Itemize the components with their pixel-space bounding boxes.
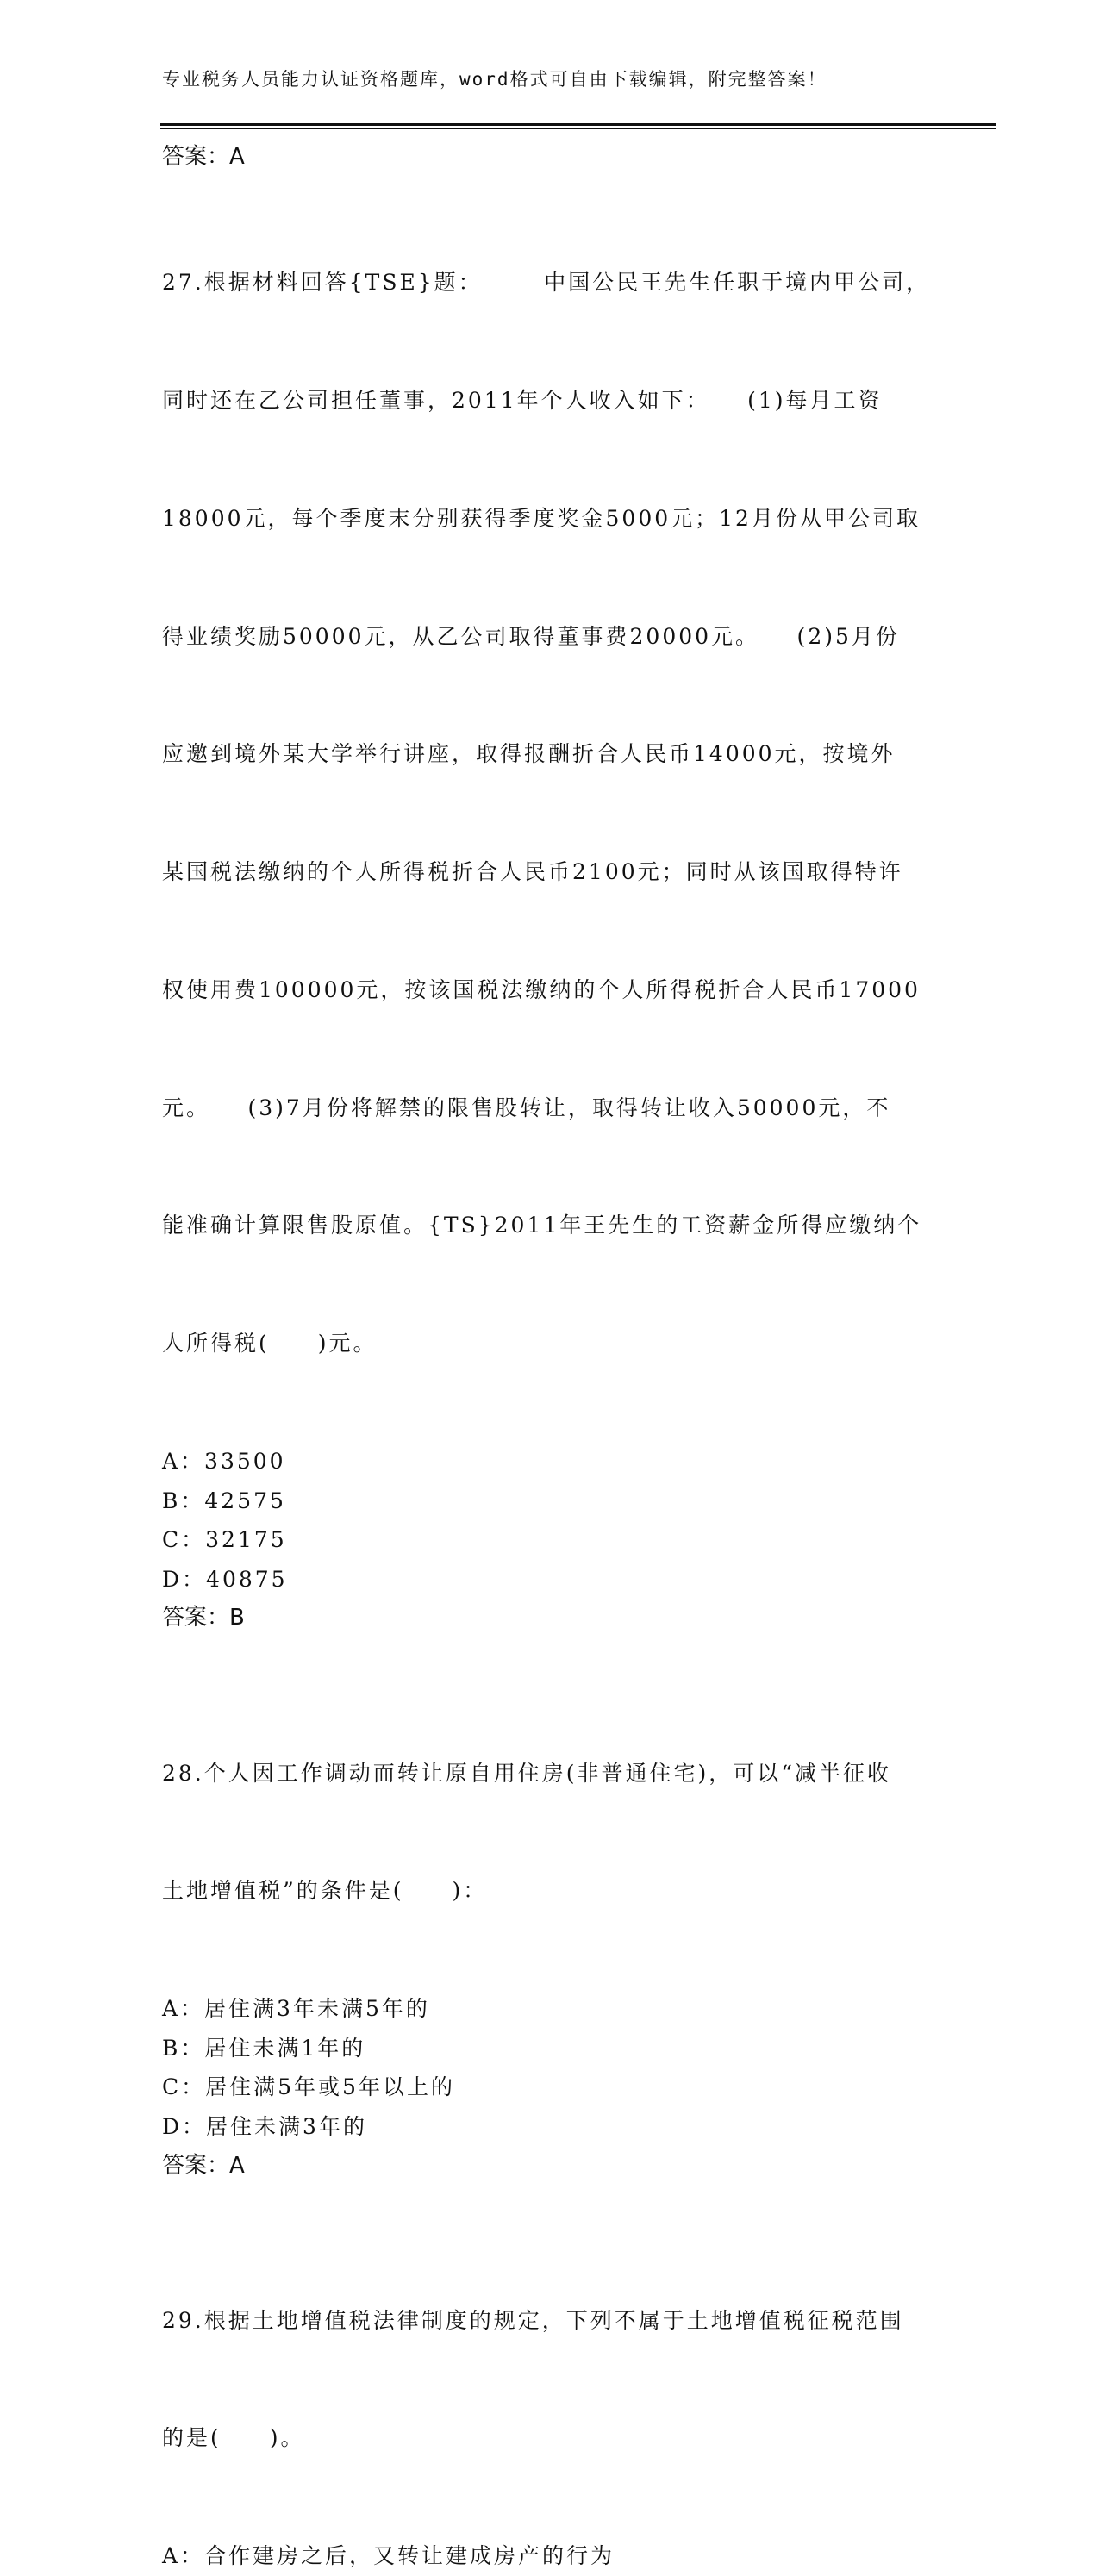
stem-line: 元。 (3)7月份将解禁的限售股转让，取得转让收入50000元，不 [162,1095,891,1120]
question-stem [162,1675,938,1989]
stem-line: 得业绩奖励50000元，从乙公司取得董事费20000元。 (2)5月份 [162,623,900,649]
option-c: C：居住满5年或5年以上的 [162,2074,455,2100]
option-b: B：居住未满1年的 [162,2035,366,2061]
stem-line: 同时还在乙公司担任董事，2011年个人收入如下： (1)每月工资 [162,387,883,413]
stem-line: 应邀到境外某大学举行讲座，取得报酬折合人民币14000元，按境外 [162,741,896,767]
question-stem [162,184,938,1442]
previous-answer: 答案：A [162,144,245,170]
stem-line: 人所得税( )元。 [162,1331,378,1357]
question-stem [162,2223,938,2537]
option-b: B：42575 [162,1488,286,1513]
option-c: C：32175 [162,1527,287,1553]
answer: 答案：B [162,1605,245,1631]
stem-line: 27.根据材料回答{TSE}题： 中国公民王先生任职于境内甲公司， [162,270,931,296]
stem-line: 28.个人因工作调动而转让原自用住房(非普通住宅)，可以“减半征收 [162,1760,892,1786]
stem-line: 土地增值税”的条件是( )： [162,1878,488,1904]
document-body [162,138,938,2576]
question-28 [162,1675,938,2184]
page-header: 专业税务人员能力认证资格题库，word格式可自由下载编辑，附完整答案！ [162,69,827,90]
stem-line: 29.根据土地增值税法律制度的规定，下列不属于土地增值税征税范围 [162,2307,904,2333]
option-a: A：33500 [162,1449,286,1474]
stem-line: 某国税法缴纳的个人所得税折合人民币2100元；同时从该国取得特许 [162,859,903,885]
question-29 [162,2223,938,2576]
stem-line: 权使用费100000元，按该国税法缴纳的个人所得税折合人民币17000 [162,976,921,1002]
stem-line: 的是( )。 [162,2425,305,2451]
header-rule-thin [160,128,996,129]
option-a: A：合作建房之后，又转让建成房产的行为 [162,2543,615,2569]
option-d: D：居住未满3年的 [162,2113,367,2139]
header-rule-thick [160,123,996,126]
stem-line: 18000元，每个季度末分别获得季度奖金5000元；12月份从甲公司取 [162,505,921,531]
stem-line: 能准确计算限售股原值。{TS}2011年王先生的工资薪金所得应缴纳个 [162,1213,922,1238]
option-a: A：居住满3年未满5年的 [162,1996,430,2022]
answer: 答案：A [162,2152,245,2179]
option-d: D：40875 [162,1566,288,1592]
question-27 [162,184,938,1637]
